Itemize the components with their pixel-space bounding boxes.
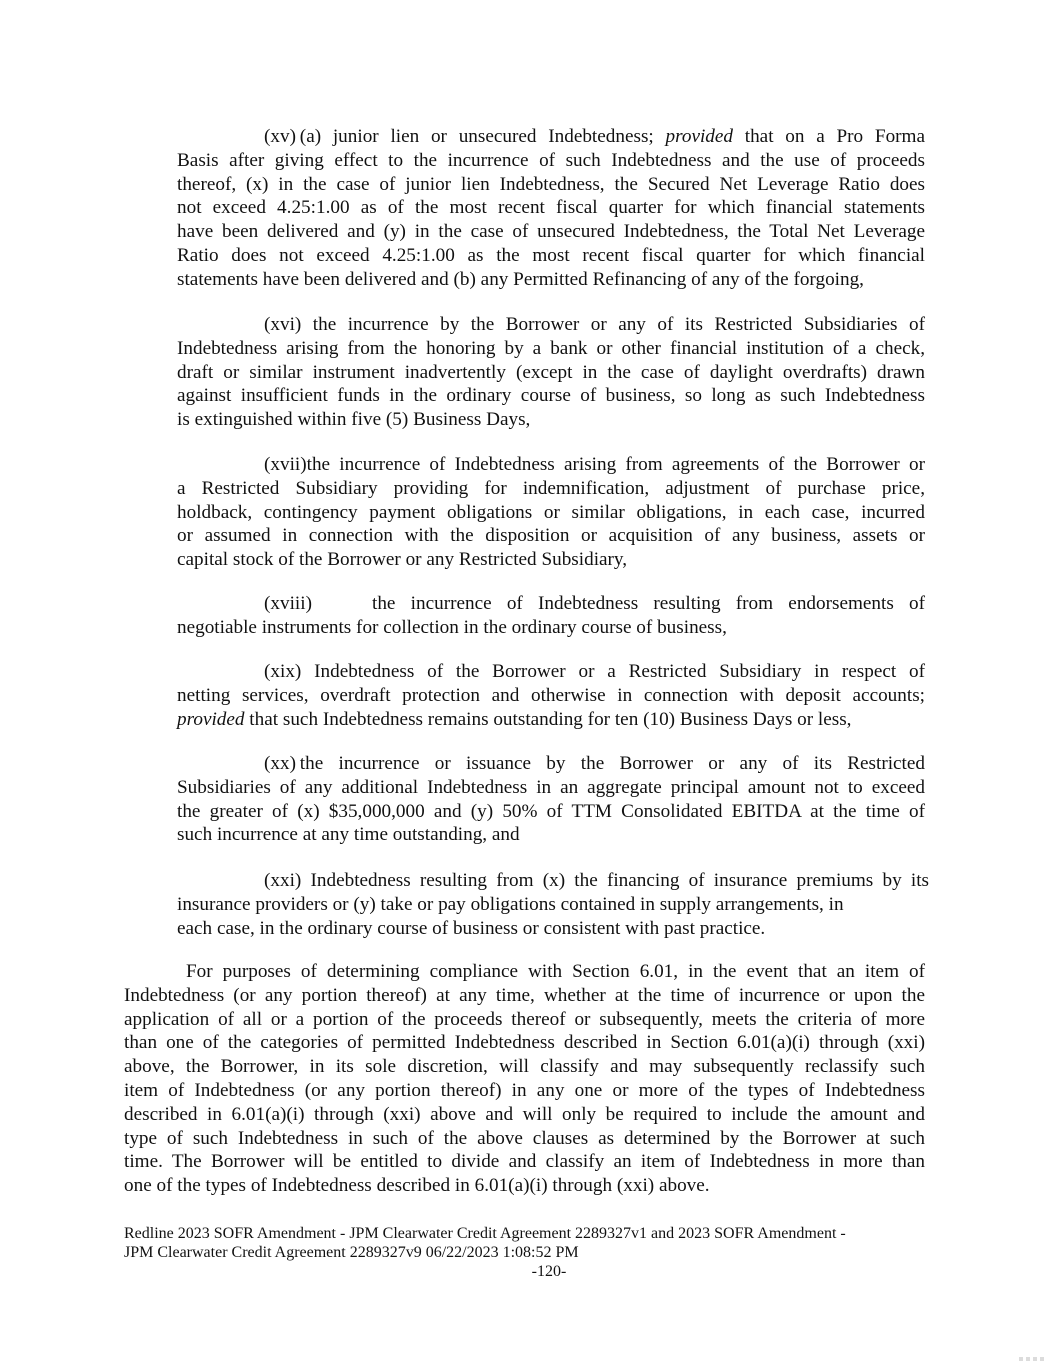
clause-xv-line-6: Ratio does not exceed 4.25:1.00 as the most recent fiscal quarter for which financial [177,244,925,266]
clause-xvii [177,453,925,572]
clause-xxi [177,869,929,940]
clause-xx-line-1: (xx) the incurrence or issuance by the Borrower or any of its Restricted [264,753,925,774]
clause-xix [177,660,925,731]
clause-xviii-line-1: (xviii) the incurrence of Indebtedness resulting from endorsements of [264,593,925,614]
clause-xxi-line-3: each case, in the ordinary course of business or consistent with past practice. [177,917,766,939]
clause-xvii-line-5: capital stock of the Borrower or any Restricted Subsidiary, [177,549,628,571]
scan-artifact [1019,1357,1049,1361]
clause-xxi-line-2: insurance providers or (y) take or pay obligations contained in supply arrangements, in [177,893,844,915]
closing-line-1: For purposes of determining compliance with Section 6.01, in the event that an item of [186,961,925,982]
clause-xx [177,752,925,847]
closing-line-6: item of Indebtedness (or any portion thereof) in any one or more of the types of Indebtedness [124,1079,925,1101]
footer-redline-line-2: JPM Clearwater Credit Agreement 2289327v9 06/22/2023 1:08:52 PM [124,1244,579,1261]
clause-xx-line-4: such incurrence at any time outstanding, and [177,824,520,846]
clause-xvi-line-3: draft or similar instrument inadvertently (except in the case of daylight overdrafts) drawn [177,361,925,383]
clause-xvi-line-1: (xvi) the incurrence by the Borrower or any of its Restricted Subsidiaries of [264,314,925,335]
clause-xix-line-2: netting services, overdraft protection and otherwise in connection with deposit accounts; [177,684,925,706]
closing-line-9: time. The Borrower will be entitled to divide and classify an item of Indebtedness in more than [124,1151,925,1173]
clause-xv-line-7: statements have been delivered and (b) any Permitted Refinancing of any of the forgoing, [177,268,864,290]
clause-xxi-line-1: (xxi) Indebtedness resulting from (x) the financing of insurance premiums by its [264,870,929,891]
page-footer [124,1224,924,1281]
clause-xvi [177,313,925,432]
clause-xv-line-2: Basis after giving effect to the incurrence of such Indebtedness and the use of proceeds [177,149,925,171]
clause-xv-line-5: have been delivered and (y) in the case of unsecured Indebtedness, the Total Net Leverage [177,221,925,243]
clause-xx-line-2: Subsidiaries of any additional Indebtedness in an aggregate principal amount not to exceed [177,776,925,798]
closing-line-2: Indebtedness (or any portion thereof) at any time, whether at the time of incurrence or upon the [124,984,925,1006]
clause-xvii-line-2: a Restricted Subsidiary providing for indemnification, adjustment of purchase price, [177,477,925,499]
closing-line-5: above, the Borrower, in its sole discretion, will classify and may subsequently reclassify such [124,1056,925,1078]
closing-line-10: one of the types of Indebtedness described in 6.01(a)(i) through (xxi) above. [124,1175,710,1197]
closing-line-7: described in 6.01(a)(i) through (xxi) above and will only be required to include the amount and [124,1103,925,1125]
clause-xix-line-1: (xix) Indebtedness of the Borrower or a Restricted Subsidiary in respect of [264,661,925,682]
clause-xviii [177,592,925,640]
closing-line-3: application of all or a portion of the proceeds thereof or subsequently, meets the criteria of more [124,1008,925,1030]
clause-xviii-label: (xviii) [264,593,312,614]
page-number: -120- [531,1263,567,1280]
closing-paragraph [124,960,925,1198]
provided-italic: provided [177,708,245,730]
closing-line-8: type of such Indebtedness in such of the above clauses as determined by the Borrower at such [124,1127,925,1149]
clause-xv [177,125,925,292]
closing-line-4: than one of the categories of permitted Indebtedness described in Section 6.01(a)(i) through (xxi) [124,1032,925,1054]
clause-xviii-line-2: negotiable instruments for collection in the ordinary course of business, [177,616,727,638]
footer-redline-line-1: Redline 2023 SOFR Amendment - JPM Clearwater Credit Agreement 2289327v1 and 2023 SOFR Amendment - [124,1225,846,1242]
provided-italic: provided [665,126,733,147]
clause-xix-line-3: provided that such Indebtedness remains outstanding for ten (10) Business Days or less, [177,708,852,730]
clause-xvi-line-2: Indebtedness arising from the honoring by a bank or other financial institution of a check, [177,337,925,359]
clause-xvii-line-3: holdback, contingency payment obligations or similar obligations, in each case, incurred [177,501,925,523]
clause-xx-line-3: the greater of (x) $35,000,000 and (y) 50% of TTM Consolidated EBITDA at the time of [177,800,925,822]
clause-xv-line-4: not exceed 4.25:1.00 as of the most recent fiscal quarter for which financial statements [177,197,925,219]
clause-xv-line-3: thereof, (x) in the case of junior lien Indebtedness, the Secured Net Leverage Ratio does [177,173,925,195]
clause-xv-line-1: (xv) (a) junior lien or unsecured Indebtedness; provided that on a Pro Forma [264,126,925,147]
clause-xvi-line-5: is extinguished within five (5) Business Days, [177,409,531,431]
clause-xvi-line-4: against insufficient funds in the ordinary course of business, so long as such Indebtedness [177,385,925,407]
clause-xvii-line-4: or assumed in connection with the disposition or acquisition of any business, assets or [177,525,925,547]
clause-xvii-line-1: (xvii)the incurrence of Indebtedness arising from agreements of the Borrower or [264,454,925,475]
